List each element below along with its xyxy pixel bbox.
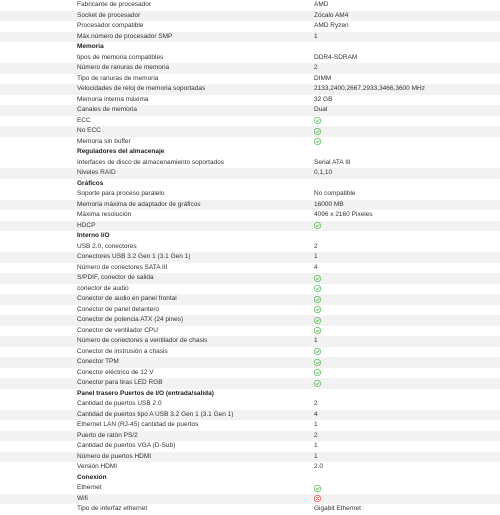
spec-value: Zócalo AM4 [314, 11, 349, 19]
spec-label: Memoria sin buffer [77, 137, 131, 145]
spec-row [0, 357, 500, 368]
spec-row [0, 462, 500, 473]
spec-label: Número de conectores SATA III [77, 263, 168, 271]
section-header [0, 231, 500, 242]
spec-value: 4 [314, 263, 318, 271]
spec-row [0, 368, 500, 379]
spec-row [0, 221, 500, 232]
spec-value: 1 [314, 452, 318, 460]
spec-value: 2 [314, 431, 318, 439]
spec-value: 1 [314, 337, 318, 344]
section-header [0, 179, 500, 190]
spec-row [0, 137, 500, 148]
spec-label: Conector para tiras LED RGB [77, 379, 163, 386]
spec-row [0, 504, 500, 515]
spec-value: No compatible [314, 190, 356, 197]
spec-row [0, 378, 500, 389]
spec-label: Número de puertos HDMI [77, 452, 152, 460]
spec-row [0, 95, 500, 106]
spec-label: Memoria interna máxima [77, 95, 149, 103]
cross-icon [314, 495, 321, 502]
spec-row [0, 336, 500, 347]
spec-row [0, 32, 500, 43]
spec-value: AMD Ryzen [314, 22, 349, 29]
spec-value: AMD [314, 1, 329, 8]
spec-value: 2 [314, 400, 318, 407]
check-icon [314, 485, 321, 492]
spec-label: Conector eléctrico de 12 V [77, 368, 154, 376]
spec-value: 4096 x 2160 Pixeles [314, 211, 373, 218]
spec-row [0, 0, 500, 11]
spec-label: Niveles RAID [77, 169, 116, 176]
section-header [0, 42, 500, 53]
spec-row [0, 126, 500, 137]
spec-label: Número de conectores a ventilador de chasis [77, 337, 208, 344]
check-icon [314, 327, 321, 334]
spec-value: 2133,2400,2667,2933,3466,3600 MHz [314, 85, 425, 92]
spec-row [0, 420, 500, 431]
section-header [0, 147, 500, 158]
check-icon [314, 348, 321, 355]
spec-row [0, 284, 500, 295]
spec-label: Socket de procesador [77, 11, 141, 19]
spec-label: Canales de memoria [77, 106, 137, 113]
spec-label: S/PDIF, conector de salida [77, 274, 154, 281]
spec-value: DDR4-SDRAM [314, 53, 358, 61]
spec-value: Dual [314, 106, 328, 113]
spec-label: USB 2.0, conectores [77, 242, 137, 250]
spec-row [0, 315, 500, 326]
spec-row [0, 210, 500, 221]
spec-label: Conectores USB 3.2 Gen 1 (3.1 Gen 1) [77, 253, 191, 260]
spec-row [0, 74, 500, 85]
section-title: Conexión [77, 473, 107, 481]
spec-label: conector de audio [77, 284, 129, 292]
spec-label: Tipo de interfaz ethernet [77, 505, 148, 512]
spec-label: Máxima resolución [77, 211, 132, 218]
check-icon [314, 275, 321, 282]
spec-label: Puerto de ratón PS/2 [77, 431, 138, 439]
spec-value: 2 [314, 64, 318, 71]
spec-row [0, 399, 500, 410]
spec-row [0, 431, 500, 442]
spec-label: Soporte para proceso paralelo [77, 190, 165, 197]
section-title: Reguladores del almacenaje [77, 148, 165, 155]
check-icon [314, 317, 321, 324]
spec-label: Cantidad de puertos tipo A USB 3.2 Gen 1 (3.1 Gen 1) [77, 410, 234, 418]
section-title: Gráficos [77, 179, 104, 187]
spec-row [0, 263, 500, 274]
spec-row [0, 84, 500, 95]
spec-row [0, 168, 500, 179]
spec-row [0, 189, 500, 200]
spec-row [0, 11, 500, 22]
check-icon [314, 117, 321, 124]
spec-row [0, 105, 500, 116]
spec-row [0, 410, 500, 421]
spec-row [0, 452, 500, 463]
section-header [0, 389, 500, 400]
check-icon [314, 222, 321, 229]
check-icon [314, 306, 321, 313]
spec-label: Conector de potencia ATX (24 pines) [77, 316, 184, 323]
spec-label: Conector de panel delantero [77, 305, 160, 313]
spec-value: 1 [314, 442, 318, 449]
spec-row [0, 483, 500, 494]
check-icon [314, 128, 321, 135]
spec-row [0, 326, 500, 337]
spec-label: Conector de audio en panel frontal [77, 295, 177, 302]
section-title: Memoria [77, 43, 104, 50]
spec-value: DIMM [314, 74, 332, 82]
spec-label: Cantidad de puertos VGA (D-Sub) [77, 442, 176, 449]
spec-row [0, 441, 500, 452]
spec-label: No ECC [77, 127, 101, 134]
spec-label: Interfaces de disco de almacenamiento soportados [77, 158, 225, 166]
spec-row [0, 63, 500, 74]
spec-row [0, 294, 500, 305]
spec-label: Velocidades de reloj de memoria soportadas [77, 85, 206, 92]
spec-value: 16000 MB [314, 200, 344, 208]
spec-label: tipos de memoria compatibles [77, 53, 164, 61]
spec-value: 2 [314, 242, 318, 250]
spec-label: Fabricante de procesador [77, 1, 152, 8]
section-title: Interno I/O [77, 232, 110, 239]
spec-value: 2.0 [314, 463, 324, 470]
spec-label: Memoria máxima de adaptador de gráficos [77, 200, 201, 208]
spec-label: Tipo de ranuras de memoria [77, 74, 159, 82]
spec-row [0, 347, 500, 358]
spec-row [0, 21, 500, 32]
spec-label: Conector TPM [77, 358, 119, 365]
spec-row [0, 242, 500, 253]
spec-label: Versión HDMI [77, 463, 118, 470]
spec-row [0, 494, 500, 505]
spec-value: 32 GB [314, 95, 333, 103]
spec-row [0, 252, 500, 263]
spec-value: 1 [314, 253, 318, 260]
spec-label: Wifi [77, 494, 88, 502]
spec-row [0, 158, 500, 169]
spec-value: Gigabit Ethernet [314, 505, 361, 512]
spec-label: Procesador compatible [77, 22, 144, 29]
spec-value: Serial ATA III [314, 158, 351, 166]
check-icon [314, 369, 321, 376]
spec-value: 1 [314, 421, 318, 428]
spec-value: 4 [314, 410, 318, 418]
spec-label: Cantidad de puertos USB 2.0 [77, 400, 162, 407]
spec-label: HDCP [77, 221, 96, 229]
check-icon [314, 285, 321, 292]
spec-label: ECC [77, 116, 91, 124]
spec-row [0, 273, 500, 284]
spec-row [0, 200, 500, 211]
spec-value: 0,1,10 [314, 169, 333, 176]
spec-label: Número de ranuras de memoria [77, 64, 170, 71]
section-title: Panel trasero Puertos de I/O (entrada/salida) [77, 389, 214, 397]
check-icon [314, 359, 321, 366]
spec-row [0, 53, 500, 64]
spec-row [0, 305, 500, 316]
check-icon [314, 138, 321, 145]
section-header [0, 473, 500, 484]
spec-label: Conector de ventilador CPU [77, 326, 158, 334]
check-icon [314, 380, 321, 387]
spec-label: Ethernet LAN (RJ-45) cantidad de puertos [77, 421, 199, 428]
spec-row [0, 116, 500, 127]
spec-value: 1 [314, 32, 318, 40]
spec-label: Conector de instrusión a chasis [77, 347, 168, 355]
spec-label: Ethernet [77, 484, 102, 491]
check-icon [314, 296, 321, 303]
spec-label: Máx.número de procesador SMP [77, 32, 173, 40]
